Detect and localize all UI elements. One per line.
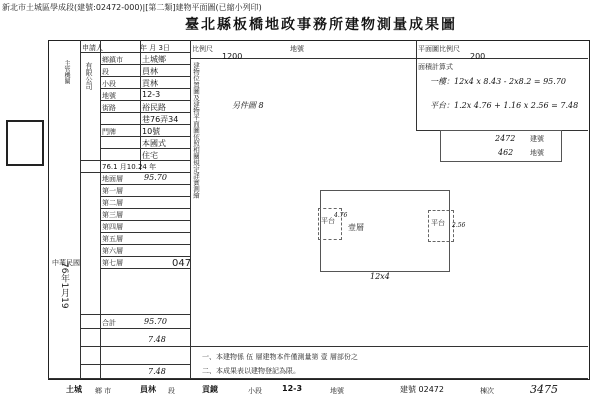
plan-center-label: 壹層 bbox=[348, 223, 364, 232]
floor-area-label: 地面層 bbox=[102, 175, 123, 183]
floor-label-2: 第二層 bbox=[102, 199, 123, 207]
row-line bbox=[80, 364, 190, 365]
floor-label-6: 第六層 bbox=[102, 247, 123, 255]
scale-label: 比例尺 bbox=[192, 45, 213, 53]
stamp-value: 2472 bbox=[495, 134, 516, 143]
approve-vertical: 76年1月19 bbox=[59, 262, 69, 309]
dim-right: 2.56 bbox=[452, 222, 466, 229]
parcel-label: 地號 bbox=[102, 92, 116, 100]
footer-subsection: 貢鏡 bbox=[202, 385, 218, 394]
panel-divider bbox=[190, 40, 191, 378]
document-title: 臺北縣板橋地政事務所建物測量成果圖 bbox=[185, 17, 457, 33]
authority-vertical: 主管機關 bbox=[63, 60, 70, 84]
row-line bbox=[80, 172, 190, 173]
number-value: 10號 bbox=[142, 127, 161, 136]
row-line bbox=[100, 220, 190, 221]
row-line bbox=[80, 328, 190, 329]
stamp-row-1: 建號 bbox=[530, 135, 544, 143]
lane-value: 巷76弄34 bbox=[142, 115, 179, 124]
footer-subsection-label: 小段 bbox=[248, 387, 262, 395]
subtotal-label: 合計 bbox=[102, 319, 116, 327]
date-label: 年 月 3日 bbox=[140, 44, 170, 52]
dim-bottom: 12x4 bbox=[370, 272, 390, 281]
street-label: 街路 bbox=[102, 104, 116, 112]
calc-line-1: 一樓：12x4 x 8.43 - 2x8.2 = 95.70 bbox=[430, 77, 566, 86]
footer-section-label: 段 bbox=[168, 387, 175, 395]
use-value: 住宅 bbox=[142, 151, 158, 160]
footer-sheet-no: 3475 bbox=[530, 383, 558, 396]
street-value: 裕民路 bbox=[142, 103, 166, 112]
scale-value: 1200 bbox=[222, 52, 243, 61]
row-line bbox=[100, 232, 190, 233]
stamp-row-2: 地號 bbox=[530, 149, 544, 157]
floor-label-3: 第三層 bbox=[102, 211, 123, 219]
township-value: 土城鄉 bbox=[142, 55, 166, 64]
row-line bbox=[80, 314, 190, 315]
row-line bbox=[100, 244, 190, 245]
footer-section: 員林 bbox=[140, 385, 156, 394]
footer-city-label: 鄉 市 bbox=[95, 387, 112, 395]
parcel-value: 12-3 bbox=[142, 90, 161, 99]
note-1: 一、本建物係 伍 層建物本件僅測量第 壹 層部份之 bbox=[202, 353, 358, 361]
bottom-value: 7.48 bbox=[148, 367, 166, 376]
vertical-note: 建物位置圖及建物平面圖依照相關規定詳實測繪 bbox=[192, 62, 200, 199]
floor-label-7: 第七層 bbox=[102, 259, 123, 267]
footer-parcel: 12-3 bbox=[282, 384, 303, 393]
row-line bbox=[80, 346, 190, 347]
footer-parcel-label: 地號 bbox=[330, 387, 344, 395]
map-scale-value: 200 bbox=[470, 52, 486, 61]
row-line bbox=[100, 208, 190, 209]
balcony-value: 7.48 bbox=[148, 335, 166, 344]
section-label: 段 bbox=[102, 68, 109, 76]
footer-township: 土城 bbox=[66, 385, 82, 394]
stamp-value-2: 462 bbox=[498, 148, 514, 157]
code-value: 047 bbox=[172, 258, 192, 269]
row-line bbox=[100, 184, 190, 185]
site-label: 另件圖 8 bbox=[232, 101, 264, 110]
area-calc-label: 面積計算式 bbox=[418, 63, 453, 71]
plan-right-label: 平台 bbox=[431, 219, 445, 227]
plan-left-label: 平台 bbox=[321, 217, 335, 225]
row-line bbox=[100, 196, 190, 197]
scale-line bbox=[190, 58, 588, 59]
date-value: 76.1 月10.24 年 bbox=[102, 163, 157, 171]
company-vertical: 有限公司 bbox=[85, 62, 93, 90]
footer-sheet-label: 棟次 bbox=[480, 387, 494, 395]
number-label: 門牌 bbox=[102, 128, 116, 136]
value-divider bbox=[140, 40, 141, 170]
right-divider bbox=[416, 40, 417, 130]
applicant-label: 申請人 bbox=[82, 44, 103, 52]
official-seal bbox=[6, 120, 44, 166]
notes-line bbox=[190, 346, 588, 347]
subsection-value: 貢林 bbox=[142, 79, 158, 88]
document-header: 新北市土城區學成段(建號:02472-000)|[第二類]建物平面圖(已縮小列印) bbox=[2, 3, 262, 12]
row-line bbox=[80, 160, 190, 161]
section-value: 員林 bbox=[142, 67, 158, 76]
note-2: 二、本成果表以建物登記為限。 bbox=[202, 367, 300, 375]
township-label: 鄉鎮市 bbox=[102, 56, 123, 64]
floor-label-4: 第四層 bbox=[102, 223, 123, 231]
approve-label: 中華民國 bbox=[52, 259, 80, 267]
calc-line-2: 平台：1.2x 4.76 + 1.16 x 2.56 = 7.48 bbox=[430, 101, 579, 110]
footer-building-no: 建號 02472 bbox=[400, 385, 444, 394]
dim-left: 4.76 bbox=[334, 212, 348, 219]
floor-area-value: 95.70 bbox=[144, 173, 167, 182]
map-scale-label: 平面圖比例尺 bbox=[418, 45, 460, 53]
row-line bbox=[100, 256, 190, 257]
subtotal-value: 95.70 bbox=[144, 317, 167, 326]
footer-line bbox=[48, 378, 588, 379]
floor-label-5: 第五層 bbox=[102, 235, 123, 243]
structure-value: 本國式 bbox=[142, 139, 166, 148]
right-parcel-label: 地號 bbox=[290, 45, 304, 53]
floor-label-1: 第一層 bbox=[102, 187, 123, 195]
subsection-label: 小段 bbox=[102, 80, 116, 88]
